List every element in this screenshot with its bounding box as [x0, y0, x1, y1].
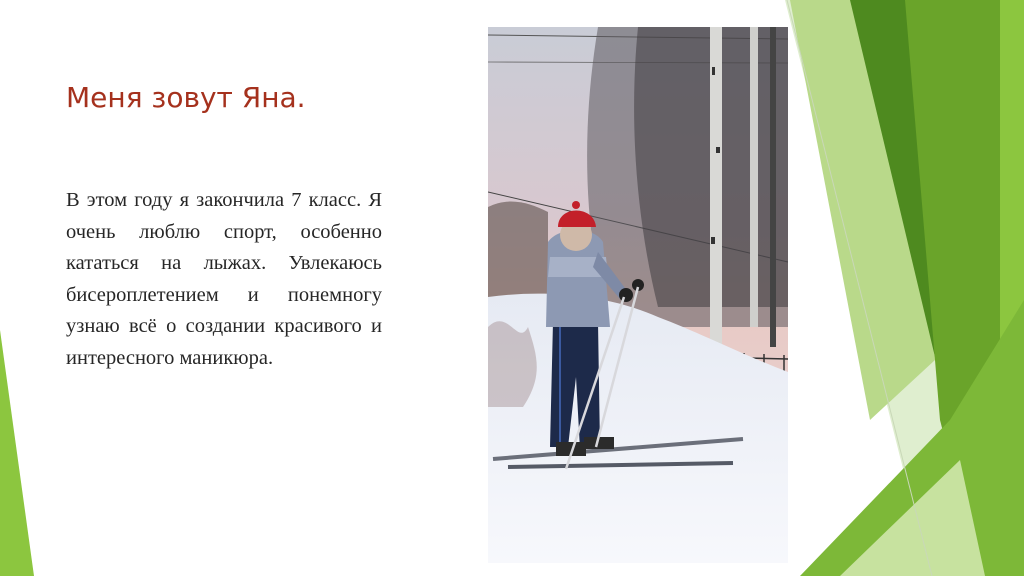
slide-body-text: В этом году я закончила 7 класс. Я очень люблю спорт, особенно кататься на лыжах. Увлекаюсь бисероплетением и понемногу узнаю всё о создании красивого и интересного маникюра.	[66, 189, 382, 369]
photo-birch	[710, 27, 722, 347]
photo-girl-skiing	[488, 27, 788, 563]
left-green-triangle	[0, 330, 34, 576]
slide-title: Меня зовут Яна.	[66, 81, 306, 114]
